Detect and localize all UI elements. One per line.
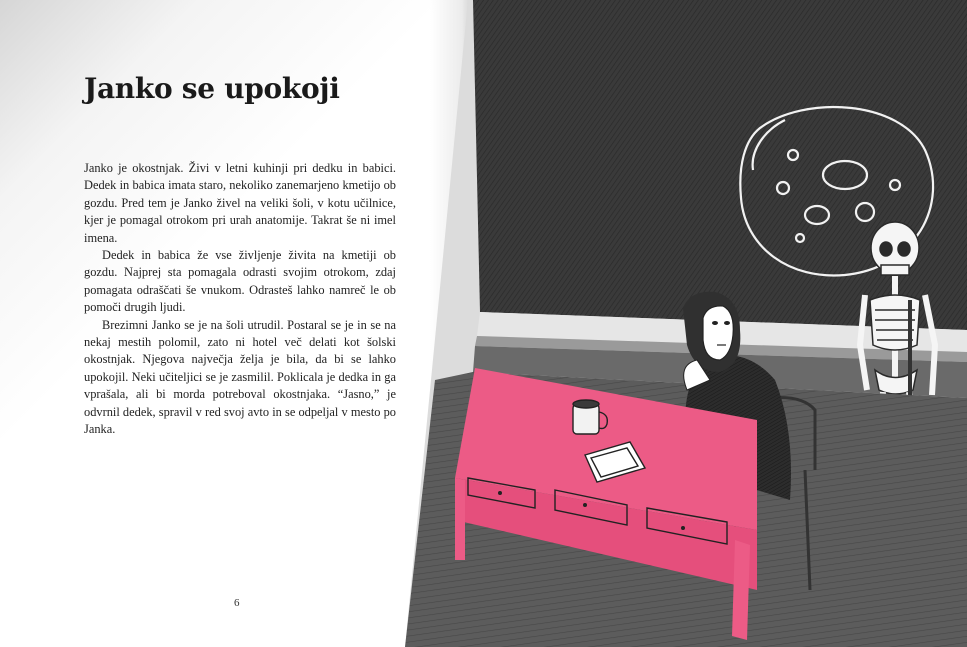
- left-page: [0, 0, 470, 647]
- paragraph-2: Dedek in babica že vse življenje živita na kmetiji ob gozdu. Najprej sta pomagala odrasti svojim otrokom, zdaj pomagata odraščati še vnukom. Odrasteš lahko namreč le ob pomoči drugih ljudi.: [84, 248, 396, 315]
- body-text: [84, 160, 396, 439]
- paragraph-1: Janko je okostnjak. Živi v letni kuhinji pri dedku in babici. Dedek in babica imata staro, nekoliko zanemarjeno kmetijo ob gozdu. Pred tem je Janko živel na veliki šoli, v kotu učilnice, kjer je pomagal otrokom pri urah anatomije. Takrat še ni imel imena.: [84, 161, 396, 245]
- paragraph-3: Brezimni Janko se je na šoli utrudil. Postaral se je in se na nekaj mestih polomil, zato ni hotel več delati kot šolski okostnjak. Njegova največja želja je bila, da bi se lahko upokojil. Neki učiteljici se je zasmilil. Poklicala je dedka in ga vprašala, ali bi morda potreboval okostnjaka. “Jasno,” je odvrnil dedek, spravil v red svoj avto in se odpeljal v mesto po Janka.: [84, 317, 396, 437]
- classroom-illustration: [405, 0, 967, 647]
- page-title: Janko se upokoji: [84, 72, 340, 105]
- page-number: 6: [234, 597, 240, 609]
